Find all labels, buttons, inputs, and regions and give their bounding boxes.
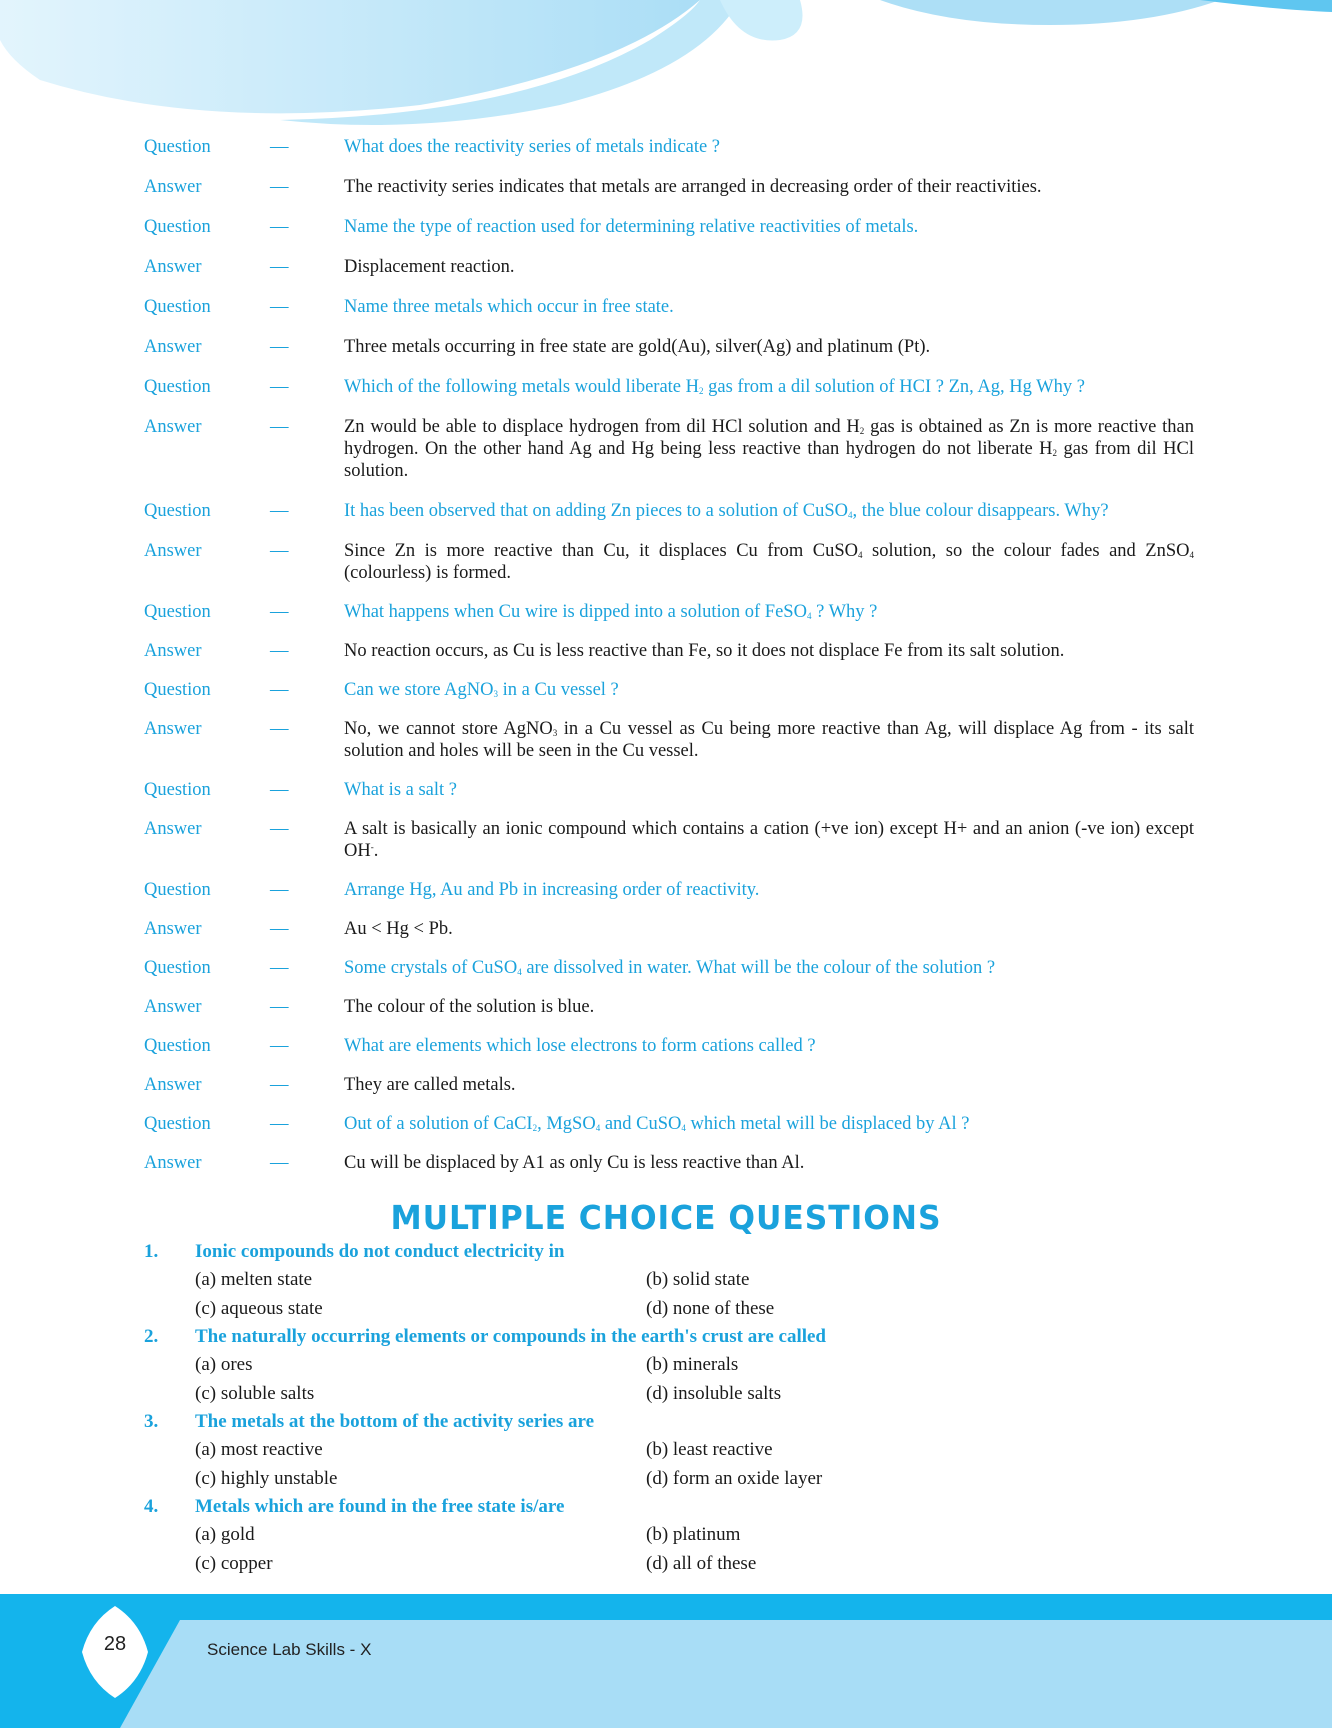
mcq-option: (d) all of these [646, 1552, 757, 1574]
mcq-option: (d) form an oxide layer [646, 1467, 823, 1489]
qa-question [144, 779, 1194, 818]
book-title: Science Lab Skills - X [207, 1640, 372, 1659]
qa-label: Question [144, 137, 211, 157]
qa-label: Answer [144, 641, 202, 661]
qa-question [144, 601, 1194, 640]
qa-answer [144, 996, 1194, 1035]
qa-dash: — [270, 958, 289, 978]
qa-list [144, 136, 1194, 1191]
qa-label: Answer [144, 417, 202, 437]
qa-dash: — [270, 819, 289, 839]
mcq-question-text: Ionic compounds do not conduct electricity in [195, 1241, 565, 1262]
qa-text: Au < Hg < Pb. [344, 919, 453, 939]
qa-label: Answer [144, 257, 202, 277]
qa-label: Question [144, 780, 211, 800]
qa-label: Answer [144, 1075, 202, 1095]
qa-dash: — [270, 337, 289, 357]
qa-text: No reaction occurs, as Cu is less reactive than Fe, so it does not displace Fe from its salt solution. [344, 641, 1065, 661]
qa-dash: — [270, 257, 289, 277]
qa-dash: — [270, 1036, 289, 1056]
qa-text: What are elements which lose electrons to form cations called ? [344, 1036, 816, 1056]
mcq-list [144, 1238, 1144, 1578]
qa-label: Answer [144, 337, 202, 357]
qa-text: What is a salt ? [344, 780, 458, 800]
mcq-question-text: Metals which are found in the free state is/are [195, 1496, 565, 1517]
qa-text: The colour of the solution is blue. [344, 997, 595, 1017]
qa-text: Some crystals of CuSO$_4$ are dissolved in water. What will be the colour of the solution ? [344, 958, 996, 978]
mcq-number: 1. [144, 1241, 159, 1262]
qa-dash: — [270, 919, 289, 939]
qa-label: Question [144, 1036, 211, 1056]
mcq-option: (a) most reactive [195, 1439, 323, 1460]
qa-text: Since Zn is more reactive than Cu, it displaces Cu from CuSO$_4$ solution, so the colour fades and ZnSO$_4$ (colourless) is formed. [344, 541, 1195, 583]
mcq-question-text: The naturally occurring elements or compounds in the earth's crust are called [195, 1326, 826, 1347]
qa-label: Question [144, 501, 211, 521]
qa-dash: — [270, 1075, 289, 1095]
qa-question [144, 879, 1194, 918]
mcq-question [144, 1408, 1144, 1436]
qa-answer [144, 336, 1194, 376]
qa-dash: — [270, 217, 289, 237]
qa-answer [144, 1152, 1194, 1191]
mcq-options [195, 1266, 1144, 1323]
qa-dash: — [270, 137, 289, 157]
qa-dash: — [270, 297, 289, 317]
qa-question [144, 500, 1194, 540]
qa-dash: — [270, 177, 289, 197]
qa-dash: — [270, 880, 289, 900]
qa-text: It has been observed that on adding Zn pieces to a solution of CuSO$_4$, the blue colour disappears. Why? [344, 501, 1109, 521]
header-decoration [0, 0, 1332, 140]
qa-text: Displacement reaction. [344, 257, 515, 277]
mcq-number: 4. [144, 1496, 159, 1517]
qa-dash: — [270, 602, 289, 622]
qa-dash: — [270, 780, 289, 800]
mcq-option: (d) insoluble salts [646, 1382, 782, 1404]
mcq-question [144, 1238, 1144, 1266]
qa-label: Answer [144, 919, 202, 939]
qa-dash: — [270, 541, 289, 561]
qa-text: A salt is basically an ionic compound which contains a cation (+ve ion) except H+ and an anion (-ve ion) except OH-. [344, 819, 1194, 861]
qa-label: Question [144, 680, 211, 700]
qa-label: Answer [144, 819, 202, 839]
qa-text: Cu will be displaced by A1 as only Cu is less reactive than Al. [344, 1153, 805, 1173]
qa-label: Answer [144, 541, 202, 561]
qa-text: The reactivity series indicates that metals are arranged in decreasing order of their reactivities. [344, 177, 1042, 197]
mcq-number: 3. [144, 1411, 159, 1432]
mcq-option: (a) melten state [195, 1269, 313, 1290]
mcq-section-title: MULTIPLE CHOICE QUESTIONS [390, 1198, 942, 1237]
qa-answer [144, 176, 1194, 216]
qa-label: Question [144, 377, 211, 397]
qa-label: Question [144, 880, 211, 900]
mcq-option: (c) soluble salts [195, 1382, 315, 1404]
qa-text: Which of the following metals would liberate $H_2$ gas from a dil solution of HCI ? Zn, Ag, Hg Why ? [344, 377, 1085, 397]
qa-label: Question [144, 297, 211, 317]
qa-label: Question [144, 217, 211, 237]
qa-question [144, 1113, 1194, 1152]
mcq-option: (c) copper [195, 1552, 273, 1574]
qa-dash: — [270, 641, 289, 661]
mcq-options [195, 1436, 1144, 1493]
mcq-option: (d) none of these [646, 1297, 775, 1319]
qa-dash: — [270, 501, 289, 521]
qa-answer [144, 540, 1194, 601]
qa-answer [144, 818, 1194, 879]
footer-band [0, 1594, 1332, 1728]
qa-question [144, 1035, 1194, 1074]
qa-label: Answer [144, 997, 202, 1017]
qa-answer [144, 918, 1194, 957]
mcq-option: (b) minerals [646, 1354, 739, 1375]
qa-dash: — [270, 377, 289, 397]
qa-question [144, 136, 1194, 176]
qa-text: Out of a solution of CaCI$_2$, MgSO$_4$ and CuSO$_4$ which metal will be displaced by Al ? [344, 1114, 970, 1134]
qa-dash: — [270, 1153, 289, 1173]
qa-question [144, 679, 1194, 718]
mcq-question [144, 1493, 1144, 1521]
qa-answer [144, 718, 1194, 779]
qa-label: Question [144, 602, 211, 622]
qa-label: Answer [144, 1153, 202, 1173]
qa-dash: — [270, 719, 289, 739]
page-number: 28 [103, 1633, 127, 1655]
mcq-question [144, 1323, 1144, 1351]
mcq-option: (b) solid state [646, 1269, 750, 1290]
qa-dash: — [270, 417, 289, 437]
qa-label: Answer [144, 719, 202, 739]
qa-question [144, 216, 1194, 256]
qa-text: They are called metals. [344, 1075, 516, 1095]
qa-dash: — [270, 997, 289, 1017]
qa-label: Question [144, 958, 211, 978]
qa-text: Three metals occurring in free state are gold(Au), silver(Ag) and platinum (Pt). [344, 337, 931, 357]
qa-text: Arrange Hg, Au and Pb in increasing order of reactivity. [344, 880, 760, 900]
mcq-option: (b) least reactive [646, 1439, 773, 1460]
qa-label: Answer [144, 177, 202, 197]
mcq-option: (a) ores [195, 1354, 253, 1375]
qa-text: Name the type of reaction used for determining relative reactivities of metals. [344, 217, 919, 237]
mcq-option: (a) gold [195, 1524, 255, 1545]
mcq-options [195, 1351, 1144, 1408]
qa-dash: — [270, 1114, 289, 1134]
mcq-question-text: The metals at the bottom of the activity series are [195, 1411, 595, 1432]
mcq-option: (c) aqueous state [195, 1297, 323, 1319]
qa-answer [144, 416, 1194, 500]
qa-question [144, 376, 1194, 416]
mcq-options [195, 1521, 1144, 1578]
qa-text: Zn would be able to displace hydrogen from dil HCl solution and $H_2$ gas is obtained as Zn is more reactive than hydrogen. On the other hand Ag and Hg being less reactive than hydrogen do not liberate $H_2$ gas from dil HCl solution. [344, 417, 1194, 481]
qa-label: Question [144, 1114, 211, 1134]
qa-question [144, 957, 1194, 996]
qa-dash: — [270, 680, 289, 700]
qa-text: No, we cannot store AgNO$_3$ in a Cu vessel as Cu being more reactive than Ag, will displace Ag from - its salt solution and holes will be seen in the Cu vessel. [344, 719, 1194, 761]
mcq-number: 2. [144, 1326, 159, 1347]
qa-question [144, 296, 1194, 336]
qa-text: What happens when Cu wire is dipped into a solution of FeSO$_4$ ? Why ? [344, 602, 878, 622]
qa-text: Can we store AgNO$_3$ in a Cu vessel ? [344, 680, 619, 700]
qa-text: Name three metals which occur in free state. [344, 297, 674, 317]
mcq-option: (b) platinum [646, 1524, 741, 1545]
qa-answer [144, 256, 1194, 296]
qa-answer [144, 640, 1194, 679]
qa-answer [144, 1074, 1194, 1113]
mcq-option: (c) highly unstable [195, 1467, 338, 1489]
qa-text: What does the reactivity series of metals indicate ? [344, 137, 721, 157]
